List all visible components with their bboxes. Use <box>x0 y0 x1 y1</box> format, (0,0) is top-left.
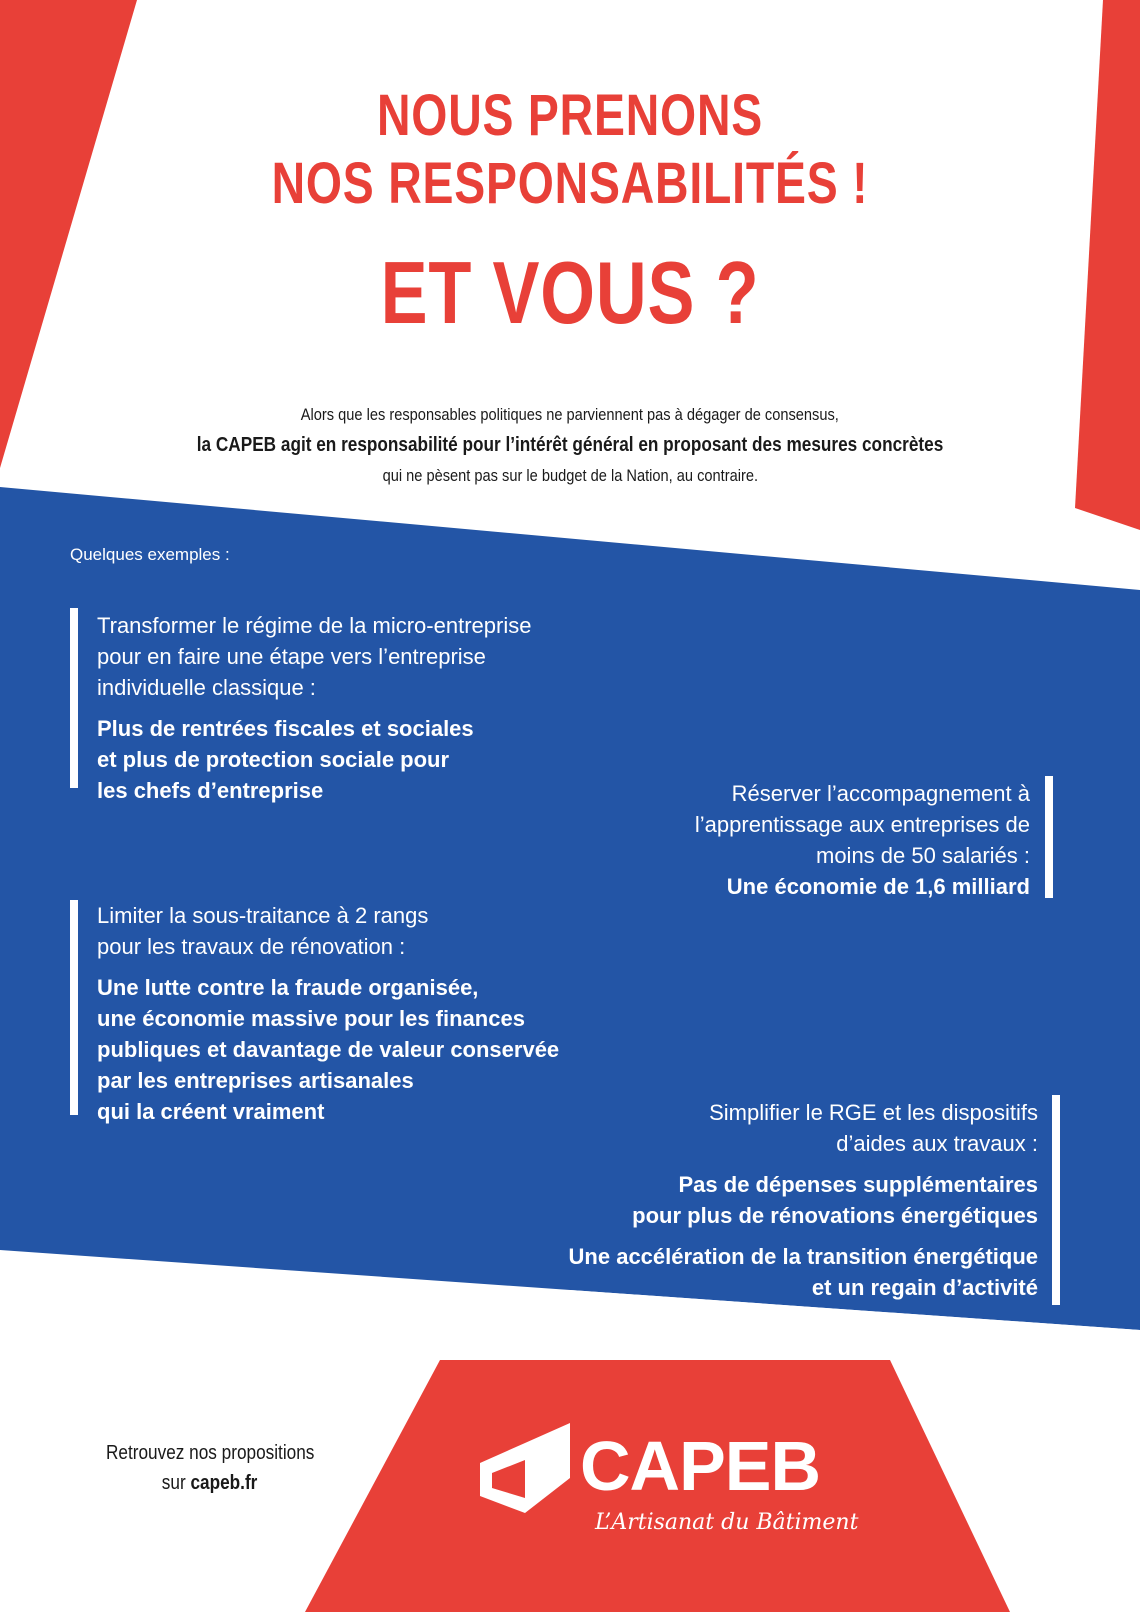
block-rge <box>500 1097 1038 1303</box>
block-1-bold-3: les chefs d’entreprise <box>97 778 324 803</box>
block-apprentissage <box>560 778 1030 902</box>
block-2-normal-2: l’apprentissage aux entreprises de <box>694 812 1030 837</box>
block-4-bold-3: Une accélération de la transition énergétique <box>568 1244 1038 1269</box>
block-4-bold-2: pour plus de rénovations énergétiques <box>632 1203 1038 1228</box>
block-4-normal-2: d’aides aux travaux : <box>836 1131 1038 1156</box>
red-corner-top-left <box>0 0 137 468</box>
footer-link[interactable]: capeb.fr <box>190 1472 258 1494</box>
block-sous-traitance <box>97 900 657 1127</box>
block-1-normal-3: individuelle classique : <box>97 675 316 700</box>
logo-tagline: L’Artisanat du Bâtiment <box>595 1510 859 1535</box>
block-4-normal-1: Simplifier le RGE et les dispositifs <box>709 1100 1038 1125</box>
examples-label: Quelques exemples : <box>70 545 230 564</box>
block-4-bar <box>1052 1095 1060 1305</box>
intro-line-1: Alors que les responsables politiques ne parviennent pas à dégager de consensus, <box>300 405 840 424</box>
headline-line-1: NOUS PRENONS <box>376 83 763 148</box>
block-1-bar <box>70 608 78 788</box>
block-4-bold-1: Pas de dépenses supplémentaires <box>678 1172 1038 1197</box>
block-micro-entreprise <box>97 610 617 806</box>
block-1-normal-1: Transformer le régime de la micro-entreprise <box>97 613 532 638</box>
footer-text <box>60 1438 360 1498</box>
block-3-normal-2: pour les travaux de rénovation : <box>97 934 406 959</box>
intro-line-2: la CAPEB agit en responsabilité pour l’intérêt général en proposant des mesures concrètes <box>196 434 944 456</box>
intro-line-3: qui ne pèsent pas sur le budget de la Nation, au contraire. <box>382 466 758 485</box>
block-3-bold-2: une économie massive pour les finances <box>97 1006 525 1031</box>
block-3-bold-1: Une lutte contre la fraude organisée, <box>97 975 479 1000</box>
block-2-normal-1: Réserver l’accompagnement à <box>731 781 1030 806</box>
footer-prefix: sur <box>162 1472 191 1494</box>
block-2-bold-1: Une économie de 1,6 milliard <box>726 874 1030 899</box>
capeb-logo-icon <box>470 1418 580 1528</box>
block-3-normal-1: Limiter la sous-traitance à 2 rangs <box>97 903 429 928</box>
headline-line-2: NOS RESPONSABILITÉS ! <box>271 151 869 216</box>
block-3-bar <box>70 900 78 1115</box>
headline-line-3: ET VOUS ? <box>380 243 760 342</box>
block-3-bold-4: par les entreprises artisanales <box>97 1068 414 1093</box>
block-1-bold-2: et plus de protection sociale pour <box>97 747 450 772</box>
block-3-bold-5: qui la créent vraiment <box>97 1099 325 1124</box>
footer-line-1: Retrouvez nos propositions <box>105 1442 315 1464</box>
block-3-bold-3: publiques et davantage de valeur conservée <box>97 1037 560 1062</box>
block-1-bold-1: Plus de rentrées fiscales et sociales <box>97 716 474 741</box>
block-2-bar <box>1045 776 1053 898</box>
block-1-normal-2: pour en faire une étape vers l’entreprise <box>97 644 486 669</box>
block-2-normal-3: moins de 50 salariés : <box>816 843 1030 868</box>
logo-name: CAPEB <box>580 1427 821 1505</box>
block-4-bold-4: et un regain d’activité <box>811 1275 1038 1300</box>
capeb-logo <box>470 1418 890 1558</box>
